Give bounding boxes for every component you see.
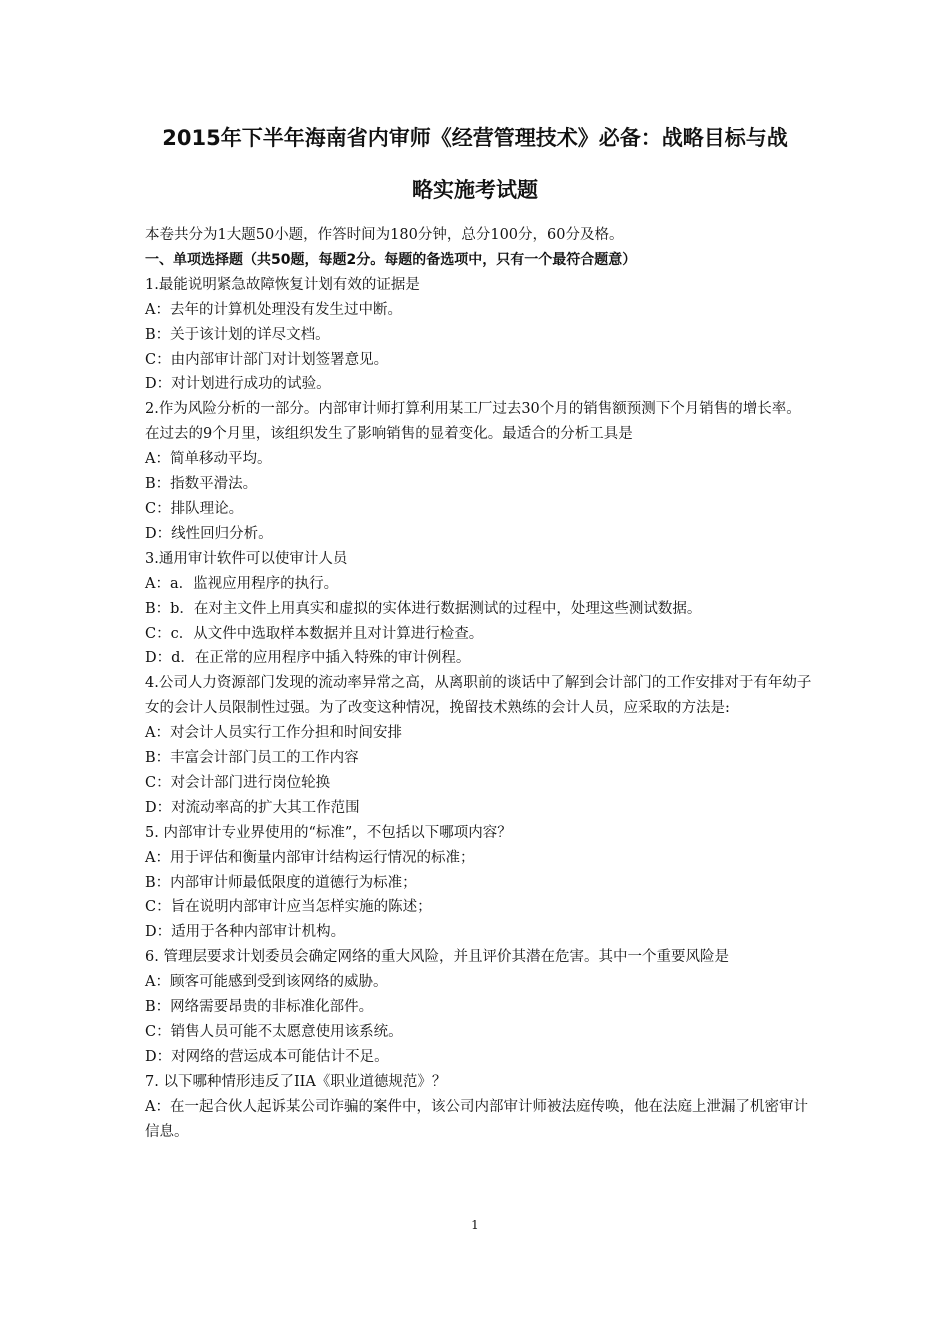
intro-text: 本卷共分为1大题50小题，作答时间为180分钟，总分100分，60分及格。 [145,227,624,243]
title-line-1: 2015年下半年海南省内审师《经营管理技术》必备：战略目标与战 [162,126,788,150]
option-d: D：对计划进行成功的试验。 [145,376,331,393]
question-stem: 4.公司人力资源部门发现的流动率异常之高，从离职前的谈话中了解到会计部门的工作安排对于有年幼子女的会计人员限制性过强。为了改变这种情况，挽留技术熟练的会计人员，应采取的方法是: [145,675,812,717]
question-stem: 7. 以下哪种情形违反了IIA《职业道德规范》？ [145,1073,447,1090]
section-heading: 一、单项选择题（共50题，每题2分。每题的备选项中，只有一个最符合题意） [145,251,637,268]
page-number: 1 [471,1218,479,1232]
option-c: C：排队理论。 [145,500,244,517]
option-d: D：对流动率高的扩大其工作范围 [145,799,360,816]
option-b: B：内部审计师最低限度的道德行为标准； [145,874,417,891]
option-a: A：a．监视应用程序的执行。 [145,575,339,592]
question-stem: 6. 管理层要求计划委员会确定网络的重大风险，并且评价其潜在危害。其中一个重要风险是 [145,949,729,966]
option-a: A：去年的计算机处理没有发生过中断。 [145,301,402,318]
option-b: B：丰富会计部门员工的工作内容 [145,750,359,767]
question-stem: 3.通用审计软件可以使审计人员 [145,550,348,567]
option-c: C：对会计部门进行岗位轮换 [145,774,331,791]
option-a: A：用于评估和衡量内部审计结构运行情况的标准； [145,849,475,866]
option-d: D：线性回归分析。 [145,525,273,542]
option-b: B：b．在对主文件上用真实和虚拟的实体进行数据测试的过程中，处理这些测试数据。 [145,600,702,617]
option-a: A：顾客可能感到受到该网络的威胁。 [145,974,388,991]
question-stem: 5. 内部审计专业界使用的“标准”，不包括以下哪项内容？ [145,824,512,841]
option-a: A：在一起合伙人起诉某公司诈骗的案件中，该公司内部审计师被法庭传唤，他在法庭上泄漏了机密审计信息。 [145,1098,808,1140]
option-d: D：d．在正常的应用程序中插入特殊的审计例程。 [145,650,471,667]
question-stem: 1.最能说明紧急故障恢复计划有效的证据是 [145,276,420,293]
option-d: D：对网络的营运成本可能估计不足。 [145,1048,389,1065]
document-body [145,223,815,1145]
option-d: D：适用于各种内部审计机构。 [145,924,346,941]
title-line-2: 略实施考试题 [412,178,538,202]
option-a: A：简单移动平均。 [145,451,272,468]
option-a: A：对会计人员实行工作分担和时间安排 [145,725,402,742]
option-c: C：旨在说明内部审计应当怎样实施的陈述； [145,899,432,916]
option-c: C：由内部审计部门对计划签署意见。 [145,351,389,368]
option-b: B：指数平滑法。 [145,476,258,493]
option-b: B：关于该计划的详尽文档。 [145,326,330,343]
question-stem: 2.作为风险分析的一部分。内部审计师打算利用某工厂过去30个月的销售额预测下个月销售的增长率。在过去的9个月里，该组织发生了影响销售的显着变化。最适合的分析工具是 [145,401,801,443]
option-c: C：c．从文件中选取样本数据并且对计算进行检查。 [145,625,484,642]
option-c: C：销售人员可能不太愿意使用该系统。 [145,1024,403,1040]
option-b: B：网络需要昂贵的非标准化部件。 [145,999,374,1016]
